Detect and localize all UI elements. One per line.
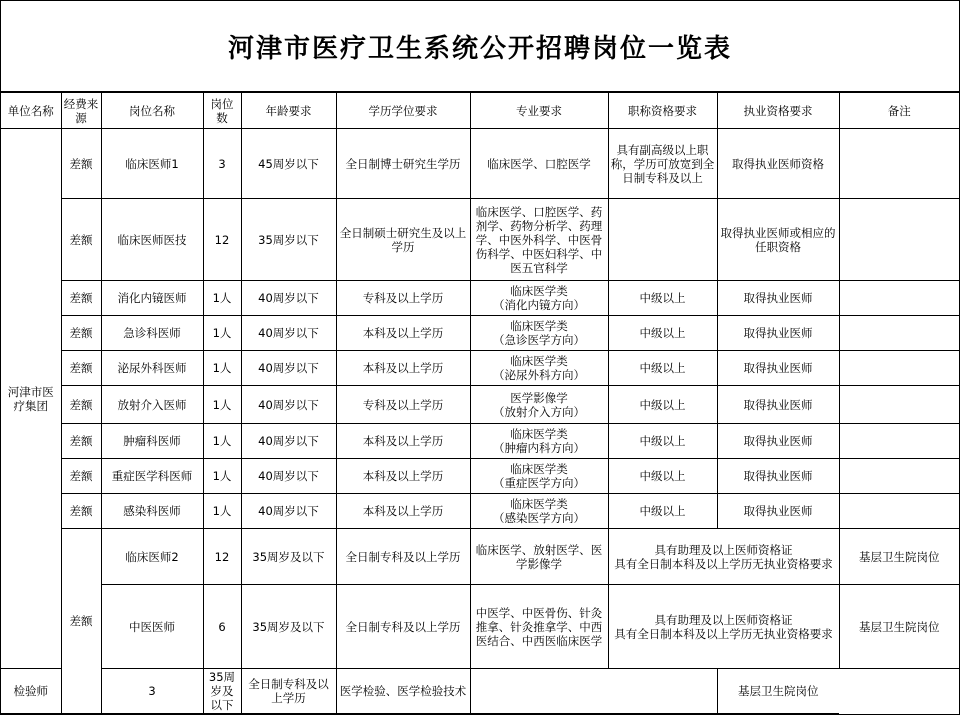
practice-cell: 取得执业医师资格 (717, 129, 839, 199)
major-cell (470, 281, 608, 316)
funding-cell: 差额 (61, 494, 101, 529)
title-req-cell: 中级以上 (608, 424, 717, 459)
age-cell: 40周岁以下 (241, 281, 336, 316)
education-cell: 全日制专科及以上学历 (336, 585, 470, 669)
funding-cell: 差额 (61, 129, 101, 199)
education-cell: 专科及以上学历 (336, 281, 470, 316)
remark-cell (839, 199, 959, 281)
education-cell: 全日制硕士研究生及以上学历 (336, 199, 470, 281)
position-cell: 消化内镜医师 (101, 281, 203, 316)
header-title-req: 职称资格要求 (608, 93, 717, 129)
major-line: 临床医学类 (510, 462, 568, 476)
age-cell: 40周岁以下 (241, 316, 336, 351)
position-cell: 检验师 (1, 669, 61, 714)
position-cell: 肿瘤科医师 (101, 424, 203, 459)
header-count: 岗位数 (203, 93, 241, 129)
age-cell: 40周岁以下 (241, 386, 336, 424)
position-cell: 临床医师2 (101, 529, 203, 585)
header-funding: 经费来源 (61, 93, 101, 129)
remark-cell (839, 316, 959, 351)
count-cell: 6 (203, 585, 241, 669)
count-cell: 3 (203, 129, 241, 199)
practice-cell: 取得执业医师或相应的任职资格 (717, 199, 839, 281)
major-line: （放射介入方向） (493, 404, 585, 419)
header-position: 岗位名称 (101, 93, 203, 129)
major-cell: 中医学、中医骨伤、针灸推拿、针灸推拿学、中西医结合、中西医临床医学 (470, 585, 608, 669)
position-cell: 临床医师1 (101, 129, 203, 199)
table-row (1, 129, 959, 199)
major-cell: 医学检验、医学检验技术 (336, 669, 470, 714)
position-cell: 放射介入医师 (101, 386, 203, 424)
position-cell: 临床医师医技 (101, 199, 203, 281)
major-cell (470, 494, 608, 529)
age-cell: 35周岁以下 (241, 199, 336, 281)
major-line: 临床医学类 (510, 497, 568, 511)
education-cell: 本科及以上学历 (336, 424, 470, 459)
major-cell (470, 424, 608, 459)
title-req-cell (608, 199, 717, 281)
age-cell: 35周岁及以下 (241, 529, 336, 585)
header-row (1, 93, 959, 129)
practice-cell: 取得执业医师 (717, 424, 839, 459)
remark-cell (839, 386, 959, 424)
major-line: （急诊医学方向） (493, 333, 585, 347)
count-cell: 1人 (203, 494, 241, 529)
major-line: 临床医学类 (510, 319, 568, 333)
qualification-line: 具有助理及以上医师资格证 (654, 612, 793, 627)
header-education: 学历学位要求 (336, 93, 470, 129)
header-practice: 执业资格要求 (717, 93, 839, 129)
major-line: （重症医学方向） (493, 476, 585, 490)
funding-cell: 差额 (61, 424, 101, 459)
age-cell: 40周岁以下 (241, 494, 336, 529)
table-row (1, 386, 959, 424)
table-row (1, 585, 959, 669)
major-line: 临床医学类 (510, 427, 568, 441)
age-cell: 45周岁以下 (241, 129, 336, 199)
practice-cell: 取得执业医师 (717, 316, 839, 351)
title-req-cell: 中级以上 (608, 316, 717, 351)
table-row (1, 281, 959, 316)
practice-cell: 取得执业医师 (717, 494, 839, 529)
position-cell: 中医医师 (101, 585, 203, 669)
table-row (1, 424, 959, 459)
count-cell: 1人 (203, 351, 241, 386)
count-cell: 12 (203, 529, 241, 585)
practice-cell: 取得执业医师 (717, 386, 839, 424)
education-cell: 全日制专科及以上学历 (241, 669, 336, 714)
major-line: 临床医学类 (510, 284, 568, 298)
header-remark: 备注 (839, 93, 959, 129)
positions-table (1, 92, 959, 714)
funding-cell: 差额 (61, 316, 101, 351)
major-line: （消化内镜方向） (493, 298, 585, 312)
title-req-cell: 中级以上 (608, 386, 717, 424)
funding-cell: 差额 (61, 281, 101, 316)
major-line: 临床医学类 (510, 354, 568, 368)
age-cell: 40周岁以下 (241, 424, 336, 459)
header-major: 专业要求 (470, 93, 608, 129)
major-line: （泌尿外科方向） (493, 368, 585, 382)
major-cell (470, 351, 608, 386)
education-cell: 全日制博士研究生学历 (336, 129, 470, 199)
table-row (1, 669, 959, 714)
table-row (1, 316, 959, 351)
count-cell: 1人 (203, 424, 241, 459)
table-row (1, 459, 959, 494)
position-cell: 重症医学科医师 (101, 459, 203, 494)
remark-cell (839, 459, 959, 494)
funding-cell: 差额 (61, 529, 101, 714)
education-cell: 本科及以上学历 (336, 494, 470, 529)
remark-cell (839, 351, 959, 386)
education-cell: 本科及以上学历 (336, 316, 470, 351)
major-line: （肿瘤内科方向） (493, 441, 585, 455)
education-cell: 专科及以上学历 (336, 386, 470, 424)
remark-cell (839, 424, 959, 459)
age-cell: 35周岁及以下 (203, 669, 241, 714)
count-cell: 1人 (203, 459, 241, 494)
title-req-cell: 具有副高级以上职称，学历可放宽到全日制专科及以上 (608, 129, 717, 199)
education-cell: 全日制专科及以上学历 (336, 529, 470, 585)
funding-cell: 差额 (61, 459, 101, 494)
major-cell (470, 386, 608, 424)
position-cell: 急诊科医师 (101, 316, 203, 351)
funding-cell: 差额 (61, 351, 101, 386)
remark-cell (839, 281, 959, 316)
title-req-cell: 中级以上 (608, 459, 717, 494)
unit-name-cell: 河津市医疗集团 (1, 129, 61, 669)
qualification-line: 具有全日制本科及以上学历无执业资格要求 (614, 626, 833, 641)
practice-cell: 取得执业医师 (717, 281, 839, 316)
qualification-line: 具有助理及以上医师资格证 (654, 542, 793, 557)
remark-cell (839, 494, 959, 529)
qualification-cell (608, 585, 839, 669)
document-title: 河津市医疗卫生系统公开招聘岗位一览表 (1, 1, 959, 92)
header-age: 年龄要求 (241, 93, 336, 129)
title-req-cell: 中级以上 (608, 351, 717, 386)
header-unit: 单位名称 (1, 93, 61, 129)
funding-cell: 差额 (61, 386, 101, 424)
remark-cell: 基层卫生院岗位 (717, 669, 839, 714)
qualification-cell (608, 529, 839, 585)
count-cell: 1人 (203, 281, 241, 316)
title-req-cell: 中级以上 (608, 494, 717, 529)
title-req-cell: 中级以上 (608, 281, 717, 316)
education-cell: 本科及以上学历 (336, 459, 470, 494)
major-cell: 临床医学、放射医学、医学影像学 (470, 529, 608, 585)
major-cell: 临床医学、口腔医学、药剂学、药物分析学、药理学、中医外科学、中医骨伤科学、中医妇科学、中医五官科学 (470, 199, 608, 281)
position-cell: 泌尿外科医师 (101, 351, 203, 386)
table-row (1, 494, 959, 529)
remark-cell: 基层卫生院岗位 (839, 529, 959, 585)
qualification-line: 具有全日制本科及以上学历无执业资格要求 (614, 556, 833, 571)
education-cell: 本科及以上学历 (336, 351, 470, 386)
age-cell: 40周岁以下 (241, 459, 336, 494)
major-cell: 临床医学、口腔医学 (470, 129, 608, 199)
major-cell (470, 316, 608, 351)
qualification-cell (470, 669, 717, 714)
table-row (1, 199, 959, 281)
table-row (1, 351, 959, 386)
age-cell: 35周岁及以下 (241, 585, 336, 669)
count-cell: 1人 (203, 386, 241, 424)
major-line: 医学影像学 (510, 390, 568, 405)
table-row (1, 529, 959, 585)
count-cell: 12 (203, 199, 241, 281)
practice-cell: 取得执业医师 (717, 351, 839, 386)
count-cell: 3 (101, 669, 203, 714)
remark-cell (839, 129, 959, 199)
remark-cell: 基层卫生院岗位 (839, 585, 959, 669)
position-cell: 感染科医师 (101, 494, 203, 529)
age-cell: 40周岁以下 (241, 351, 336, 386)
major-cell (470, 459, 608, 494)
major-line: （感染医学方向） (493, 511, 585, 525)
practice-cell: 取得执业医师 (717, 459, 839, 494)
funding-cell: 差额 (61, 199, 101, 281)
count-cell: 1人 (203, 316, 241, 351)
